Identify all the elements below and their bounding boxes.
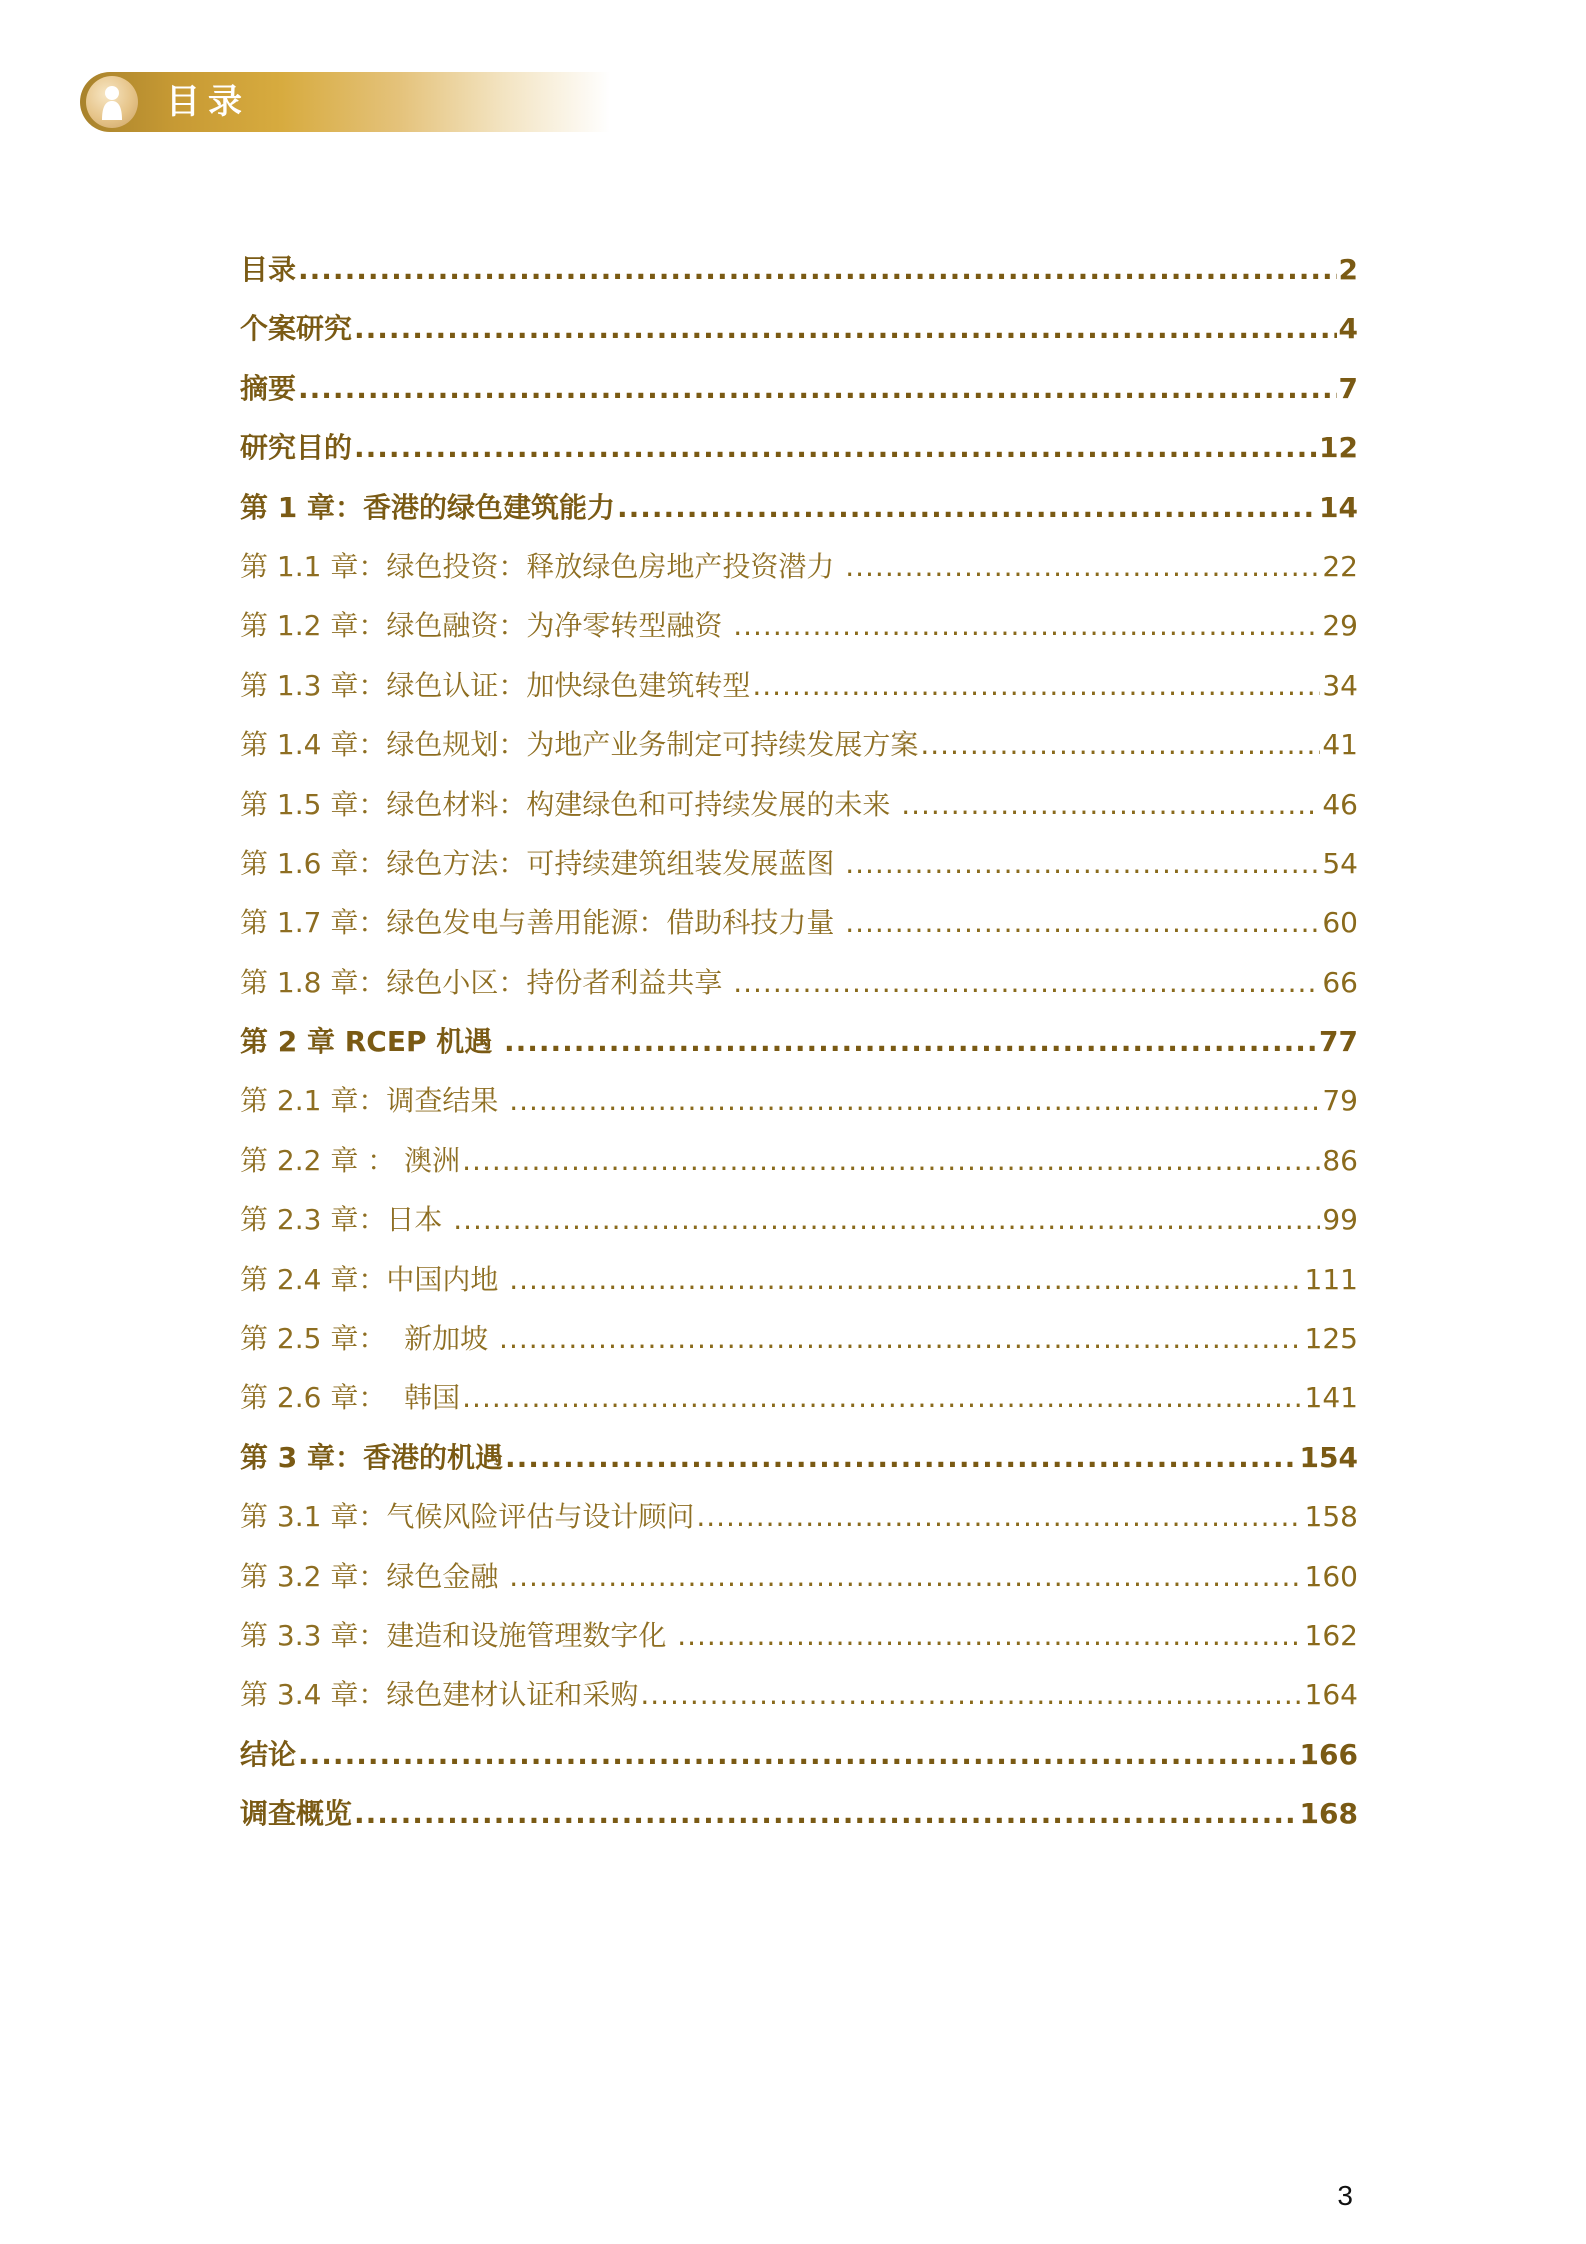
toc-entry[interactable] <box>240 547 1358 606</box>
toc-entry-title: 第 3.2 章：绿色金融 <box>240 1559 508 1593</box>
toc-entry-title: 摘要 <box>240 371 297 405</box>
toc-entry[interactable] <box>240 1378 1358 1437</box>
toc-entry-title: 第 2.1 章：调查结果 <box>240 1084 508 1118</box>
toc-entry-page: 29 <box>1322 609 1358 643</box>
toc-entry-page: 46 <box>1322 787 1358 821</box>
toc-dot-leader <box>298 369 1337 409</box>
toc-dot-leader <box>462 1378 1302 1418</box>
toc-dot-leader <box>617 488 1317 528</box>
toc-entry-title: 第 3.1 章：气候风险评估与设计顾问 <box>240 1500 695 1534</box>
toc-entry[interactable] <box>240 1319 1358 1378</box>
toc-entry[interactable] <box>240 1081 1358 1140</box>
toc-entry-page: 22 <box>1322 549 1358 583</box>
toc-entry-title: 第 1.6 章：绿色方法：可持续建筑组装发展蓝图 <box>240 846 844 880</box>
toc-entry-title: 第 1.1 章：绿色投资：释放绿色房地产投资潜力 <box>240 549 844 583</box>
toc-dot-leader <box>677 1616 1302 1656</box>
toc-entry-page: 4 <box>1338 312 1358 346</box>
toc-entry-title: 第 2.3 章：日本 <box>240 1203 452 1237</box>
toc-entry-title: 第 2 章 RCEP 机遇 <box>240 1025 502 1059</box>
toc-entry[interactable] <box>240 785 1358 844</box>
toc-dot-leader <box>901 785 1320 825</box>
toc-dot-leader <box>462 1141 1320 1181</box>
page-number: 3 <box>1337 2180 1353 2211</box>
toc-entry-page: 162 <box>1304 1618 1358 1652</box>
toc-entry-page: 77 <box>1319 1025 1358 1059</box>
toc-entry[interactable] <box>240 844 1358 903</box>
toc-entry[interactable] <box>240 1794 1358 1853</box>
toc-entry[interactable] <box>240 1616 1358 1675</box>
toc-entry[interactable] <box>240 369 1358 428</box>
toc-entry[interactable] <box>240 1141 1358 1200</box>
toc-dot-leader <box>499 1319 1303 1359</box>
toc-dot-leader <box>354 309 1337 349</box>
toc-dot-leader <box>298 1735 1298 1775</box>
header-banner <box>80 72 610 132</box>
toc-entry-title: 第 2.6 章： 韩国 <box>240 1381 461 1415</box>
toc-entry-title: 第 3.3 章：建造和设施管理数字化 <box>240 1618 676 1652</box>
toc-dot-leader <box>845 547 1320 587</box>
toc-dot-leader <box>733 606 1320 646</box>
toc-entry[interactable] <box>240 963 1358 1022</box>
toc-entry-title: 第 3 章：香港的机遇 <box>240 1440 503 1474</box>
toc-entry-page: 99 <box>1322 1203 1358 1237</box>
toc-entry-page: 125 <box>1304 1322 1358 1356</box>
toc-entry-page: 60 <box>1322 906 1358 940</box>
toc-entry-page: 86 <box>1322 1143 1358 1177</box>
toc-entry[interactable] <box>240 1497 1358 1556</box>
toc-entry-page: 166 <box>1299 1737 1358 1771</box>
toc-entry-page: 111 <box>1304 1262 1358 1296</box>
toc-entry[interactable] <box>240 725 1358 784</box>
toc-dot-leader <box>298 250 1337 290</box>
toc-entry-title: 第 2.2 章 ： 澳洲 <box>240 1143 461 1177</box>
toc-entry-page: 14 <box>1319 490 1358 524</box>
toc-entry-title: 结论 <box>240 1737 297 1771</box>
toc-entry-title: 第 1.2 章：绿色融资：为净零转型融资 <box>240 609 732 643</box>
toc-entry-title: 第 1 章：香港的绿色建筑能力 <box>240 490 615 524</box>
toc-entry-page: 2 <box>1338 253 1358 286</box>
toc-entry[interactable] <box>240 1735 1358 1794</box>
toc-entry-page: 160 <box>1304 1559 1358 1593</box>
toc-entry-page: 34 <box>1322 668 1358 702</box>
toc-entry-title: 第 1.8 章：绿色小区：持份者利益共享 <box>240 965 732 999</box>
toc-dot-leader <box>354 1794 1298 1834</box>
toc-entry[interactable] <box>240 1200 1358 1259</box>
toc-entry-title: 第 3.4 章：绿色建材认证和采购 <box>240 1678 639 1712</box>
toc-entry-title: 第 1.5 章：绿色材料：构建绿色和可持续发展的未来 <box>240 787 900 821</box>
toc-dot-leader <box>752 666 1320 706</box>
toc-entry-page: 12 <box>1319 431 1358 465</box>
toc-dot-leader <box>845 844 1320 884</box>
toc-entry-title: 个案研究 <box>240 312 353 346</box>
toc-entry[interactable] <box>240 1260 1358 1319</box>
toc-entry-title: 第 2.5 章： 新加坡 <box>240 1322 498 1356</box>
toc-dot-leader <box>509 1557 1302 1597</box>
table-of-contents <box>240 250 1358 1854</box>
toc-entry-title: 调查概览 <box>240 1797 353 1831</box>
toc-entry[interactable] <box>240 666 1358 725</box>
toc-dot-leader <box>509 1081 1320 1121</box>
toc-entry[interactable] <box>240 1022 1358 1081</box>
toc-entry[interactable] <box>240 250 1358 309</box>
toc-entry-page: 154 <box>1299 1440 1358 1474</box>
toc-dot-leader <box>504 1022 1317 1062</box>
toc-dot-leader <box>640 1675 1302 1715</box>
toc-dot-leader <box>453 1200 1320 1240</box>
toc-dot-leader <box>920 725 1320 765</box>
toc-entry[interactable] <box>240 428 1358 487</box>
toc-entry-title: 目录 <box>240 253 297 286</box>
toc-entry[interactable] <box>240 488 1358 547</box>
toc-entry-page: 79 <box>1322 1084 1358 1118</box>
toc-dot-leader <box>696 1497 1302 1537</box>
toc-entry-title: 第 2.4 章：中国内地 <box>240 1262 508 1296</box>
toc-entry-title: 第 1.7 章：绿色发电与善用能源：借助科技力量 <box>240 906 844 940</box>
toc-entry-page: 54 <box>1322 846 1358 880</box>
toc-dot-leader <box>354 428 1317 468</box>
toc-entry-page: 41 <box>1322 728 1358 762</box>
toc-dot-leader <box>509 1260 1302 1300</box>
toc-entry-page: 66 <box>1322 965 1358 999</box>
page-title: 目录 <box>166 82 250 122</box>
toc-entry-page: 164 <box>1304 1678 1358 1712</box>
toc-entry[interactable] <box>240 1438 1358 1497</box>
toc-entry[interactable] <box>240 1557 1358 1616</box>
toc-entry-page: 141 <box>1304 1381 1358 1415</box>
toc-entry[interactable] <box>240 606 1358 665</box>
toc-dot-leader <box>845 903 1320 943</box>
toc-entry-page: 158 <box>1304 1500 1358 1534</box>
toc-entry-page: 168 <box>1299 1797 1358 1831</box>
toc-entry-title: 第 1.3 章：绿色认证：加快绿色建筑转型 <box>240 668 751 702</box>
toc-dot-leader <box>505 1438 1298 1478</box>
toc-entry-page: 7 <box>1338 371 1358 405</box>
toc-entry[interactable] <box>240 903 1358 962</box>
toc-entry[interactable] <box>240 309 1358 368</box>
person-silhouette-icon <box>86 76 138 128</box>
toc-entry-title: 研究目的 <box>240 431 353 465</box>
toc-entry[interactable] <box>240 1675 1358 1734</box>
toc-dot-leader <box>733 963 1320 1003</box>
toc-entry-title: 第 1.4 章：绿色规划：为地产业务制定可持续发展方案 <box>240 728 919 762</box>
